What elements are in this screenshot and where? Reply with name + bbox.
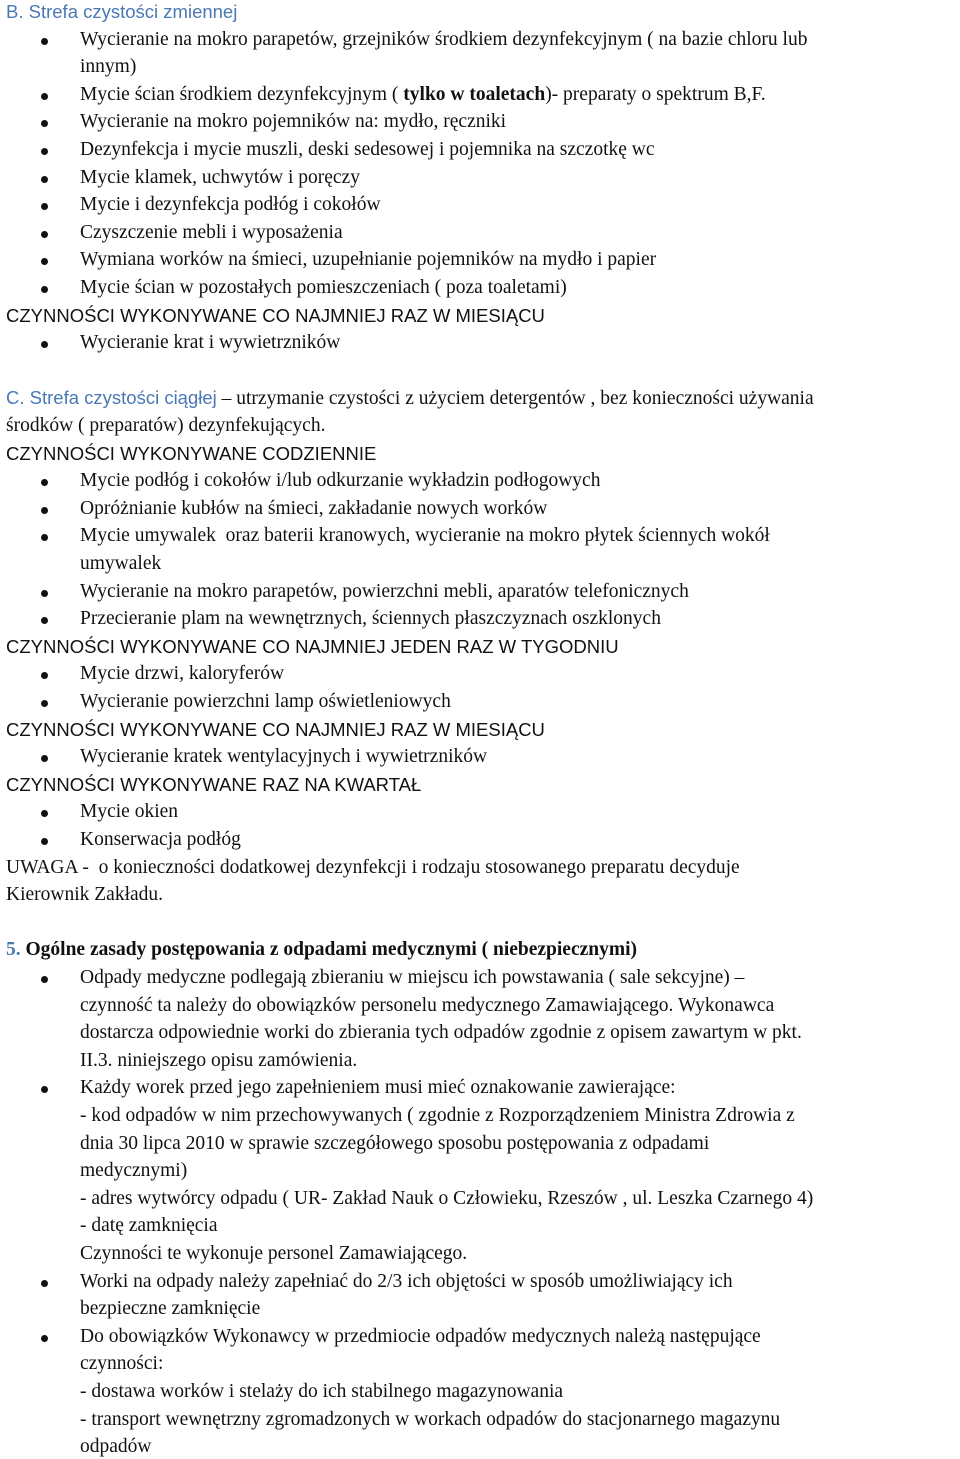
list-item [80, 800, 178, 824]
list-item-continuation [80, 1159, 187, 1183]
frequency-heading [6, 635, 619, 659]
list-item-text: medycznymi) [80, 1160, 188, 1182]
bullet-dot-icon [41, 258, 48, 265]
list-item-continuation [80, 1435, 152, 1459]
list-item-text: dostarcza odpowiednie worki do zbierania tych odpadów zgodnie z opisem zawartym w pkt. [80, 1022, 802, 1044]
chapter-number: 5. [6, 939, 21, 961]
list-item [80, 524, 770, 548]
list-item [80, 1076, 676, 1100]
list-item-continuation [80, 1352, 163, 1376]
chapter-title: Ogólne zasady postępowania z odpadami medycznymi ( niebezpiecznymi) [20, 939, 638, 961]
list-item-text: Wycieranie na mokro parapetów, powierzchni mebli, aparatów telefonicznych [80, 580, 689, 602]
paragraph [6, 414, 325, 438]
bullet-dot-icon [41, 479, 48, 486]
frequency-heading-text: CZYNNOŚCI WYKONYWANE CODZIENNIE [6, 442, 377, 464]
list-item-text: Czynności te wykonuje personel Zamawiającego. [80, 1243, 468, 1264]
chapter-heading [6, 938, 637, 962]
list-item-text: Konserwacja podłóg [80, 829, 241, 850]
bullet-dot-icon [41, 286, 48, 293]
list-item-continuation [80, 1214, 218, 1238]
frequency-heading [6, 442, 376, 466]
emphasis-text: tylko w toaletach [403, 83, 546, 105]
list-item [80, 138, 655, 162]
list-item [80, 83, 766, 107]
bullet-dot-icon [41, 507, 48, 514]
list-item-text: umywalek [80, 553, 162, 574]
paragraph-text: UWAGA - o konieczności dodatkowej dezynfekcji i rodzaju stosowanego preparatu decyduje [6, 856, 740, 878]
list-item [80, 28, 807, 52]
bullet-dot-icon [41, 755, 48, 762]
list-item-text: Wycieranie na mokro parapetów, grzejników środkiem dezynfekcyjnym ( na bazie chloru lub [80, 28, 808, 50]
bullet-dot-icon [41, 838, 48, 845]
paragraph [6, 856, 740, 880]
list-item [80, 1325, 761, 1349]
list-item-text: bezpieczne zamknięcie [80, 1298, 261, 1320]
list-item-text: Dezynfekcja i mycie muszli, deski sedesowej i pojemnika na szczotkę wc [80, 139, 655, 160]
list-item-text: - dostawa worków i stelaży do ich stabilnego magazynowania [80, 1381, 564, 1402]
list-item-continuation [80, 1132, 709, 1156]
list-item [80, 331, 340, 355]
bullet-dot-icon [41, 1280, 48, 1287]
list-item-text: Wycieranie na mokro pojemników na: mydło, ręczniki [80, 111, 507, 133]
list-item [80, 110, 506, 134]
list-item-text: Mycie klamek, uchwytów i poręczy [80, 166, 360, 188]
list-item-text: Mycie okien [80, 801, 179, 823]
frequency-heading [6, 718, 545, 742]
bullet-dot-icon [41, 1086, 48, 1093]
list-item-text: czynności: [80, 1353, 164, 1375]
list-item-text: Do obowiązków Wykonawcy w przedmiocie odpadów medycznych należą następujące [80, 1325, 761, 1347]
list-item [80, 828, 241, 852]
list-item-continuation [80, 1021, 802, 1045]
list-item-text: Opróżnianie kubłów na śmieci, zakładanie nowych worków [80, 497, 548, 519]
list-item-continuation [80, 1380, 563, 1404]
bullet-dot-icon [41, 534, 48, 541]
bullet-dot-icon [41, 93, 48, 100]
list-item [80, 193, 381, 217]
list-item-text: Mycie podłóg i cokołów i/lub odkurzanie wykładzin podłogowych [80, 470, 601, 492]
list-item-continuation [80, 1408, 780, 1432]
list-item [80, 248, 656, 272]
frequency-heading-text: CZYNNOŚCI WYKONYWANE RAZ NA KWARTAŁ [6, 773, 422, 795]
list-item-text: Odpady medyczne podlegają zbieraniu w miejscu ich powstawania ( sale sekcyjne) – [80, 967, 745, 988]
list-item-text: - adres wytwórcy odpadu ( UR- Zakład Nauk o Człowieku, Rzeszów , ul. Leszka Czarnego 4) [80, 1187, 814, 1209]
list-item-continuation [80, 552, 161, 576]
list-item-text: odpadów [80, 1436, 152, 1458]
list-item-continuation [80, 55, 136, 79]
list-item-text: Wymiana worków na śmieci, uzupełnianie pojemników na mydło i papier [80, 249, 657, 271]
list-item [80, 469, 600, 493]
list-item-continuation [80, 1049, 357, 1073]
frequency-heading-text: CZYNNOŚCI WYKONYWANE CO NAJMNIEJ JEDEN RAZ W TYGODNIU [6, 635, 619, 657]
paragraph-text: – utrzymanie czystości z użyciem detergentów , bez konieczności używania [216, 388, 814, 410]
list-item [80, 276, 567, 300]
list-item [80, 1270, 733, 1294]
list-item-text: czynność ta należy do obowiązków personelu medycznego Zamawiającego. Wykonawca [80, 994, 775, 1016]
list-item-text: Wycieranie kratek wentylacyjnych i wywietrzników [80, 746, 488, 768]
list-item [80, 745, 487, 769]
bullet-dot-icon [41, 38, 48, 45]
list-item-text: Każdy worek przed jego zapełnieniem musi mieć oznakowanie zawierające: [80, 1077, 676, 1099]
frequency-heading [6, 304, 545, 328]
list-item [80, 690, 451, 714]
list-item-continuation [80, 1242, 467, 1266]
paragraph-text: Kierownik Zakładu. [6, 884, 164, 906]
bullet-dot-icon [41, 617, 48, 624]
list-item-text: Worki na odpady należy zapełniać do 2/3 ich objętości w sposób umożliwiający ich [80, 1270, 733, 1292]
list-item-continuation [80, 1104, 795, 1128]
list-item-text: - datę zamknięcia [80, 1215, 218, 1237]
paragraph-text: środków ( preparatów) dezynfekujących. [6, 415, 326, 436]
list-item-text: )- preparaty o spektrum B,F. [545, 83, 766, 105]
list-item [80, 497, 547, 521]
section-heading [6, 386, 814, 411]
list-item-text: Mycie drzwi, kaloryferów [80, 663, 285, 685]
bullet-dot-icon [41, 672, 48, 679]
list-item-continuation [80, 1297, 260, 1321]
bullet-dot-icon [41, 231, 48, 238]
bullet-dot-icon [41, 341, 48, 348]
bullet-dot-icon [41, 203, 48, 210]
frequency-heading [6, 773, 421, 797]
list-item [80, 580, 689, 604]
list-item-text: Wycieranie krat i wywietrzników [80, 332, 341, 354]
list-item-text: dnia 30 lipca 2010 w sprawie szczegółowego sposobu postępowania z odpadami [80, 1132, 710, 1154]
list-item-text: Mycie ścian środkiem dezynfekcyjnym ( [80, 83, 404, 105]
list-item [80, 966, 744, 990]
list-item-text: Przecieranie plam na wewnętrznych, ściennych płaszczyznach oszklonych [80, 608, 661, 630]
bullet-dot-icon [41, 120, 48, 127]
list-item [80, 607, 661, 631]
frequency-heading-text: CZYNNOŚCI WYKONYWANE CO NAJMNIEJ RAZ W MIESIĄCU [6, 718, 545, 740]
list-item-text: - kod odpadów w nim przechowywanych ( zgodnie z Rozporządzeniem Ministra Zdrowia z [80, 1105, 795, 1126]
list-item [80, 662, 284, 686]
section-heading [6, 0, 237, 24]
paragraph [6, 883, 163, 907]
section-heading-text: C. Strefa czystości ciągłej [6, 387, 217, 409]
list-item-text: Czyszczenie mebli i wyposażenia [80, 221, 343, 243]
bullet-dot-icon [41, 176, 48, 183]
section-heading-text: B. Strefa czystości zmiennej [6, 1, 238, 22]
list-item-continuation [80, 1187, 813, 1211]
bullet-dot-icon [41, 976, 48, 983]
list-item-text: innym) [80, 56, 137, 78]
list-item-text: II.3. niniejszego opisu zamówienia. [80, 1049, 358, 1071]
list-item [80, 221, 343, 245]
bullet-dot-icon [41, 1335, 48, 1342]
list-item-text: Wycieranie powierzchni lamp oświetleniowych [80, 691, 451, 712]
bullet-dot-icon [41, 590, 48, 597]
bullet-dot-icon [41, 700, 48, 707]
list-item-continuation [80, 994, 774, 1018]
list-item-text: - transport wewnętrzny zgromadzonych w workach odpadów do stacjonarnego magazynu [80, 1408, 781, 1430]
frequency-heading-text: CZYNNOŚCI WYKONYWANE CO NAJMNIEJ RAZ W MIESIĄCU [6, 304, 545, 326]
list-item-text: Mycie ścian w pozostałych pomieszczeniach ( poza toaletami) [80, 277, 567, 298]
bullet-dot-icon [41, 148, 48, 155]
list-item [80, 166, 360, 190]
bullet-dot-icon [41, 810, 48, 817]
list-item-text: Mycie umywalek oraz baterii kranowych, wycieranie na mokro płytek ściennych wokół [80, 525, 770, 547]
list-item-text: Mycie i dezynfekcja podłóg i cokołów [80, 194, 381, 216]
